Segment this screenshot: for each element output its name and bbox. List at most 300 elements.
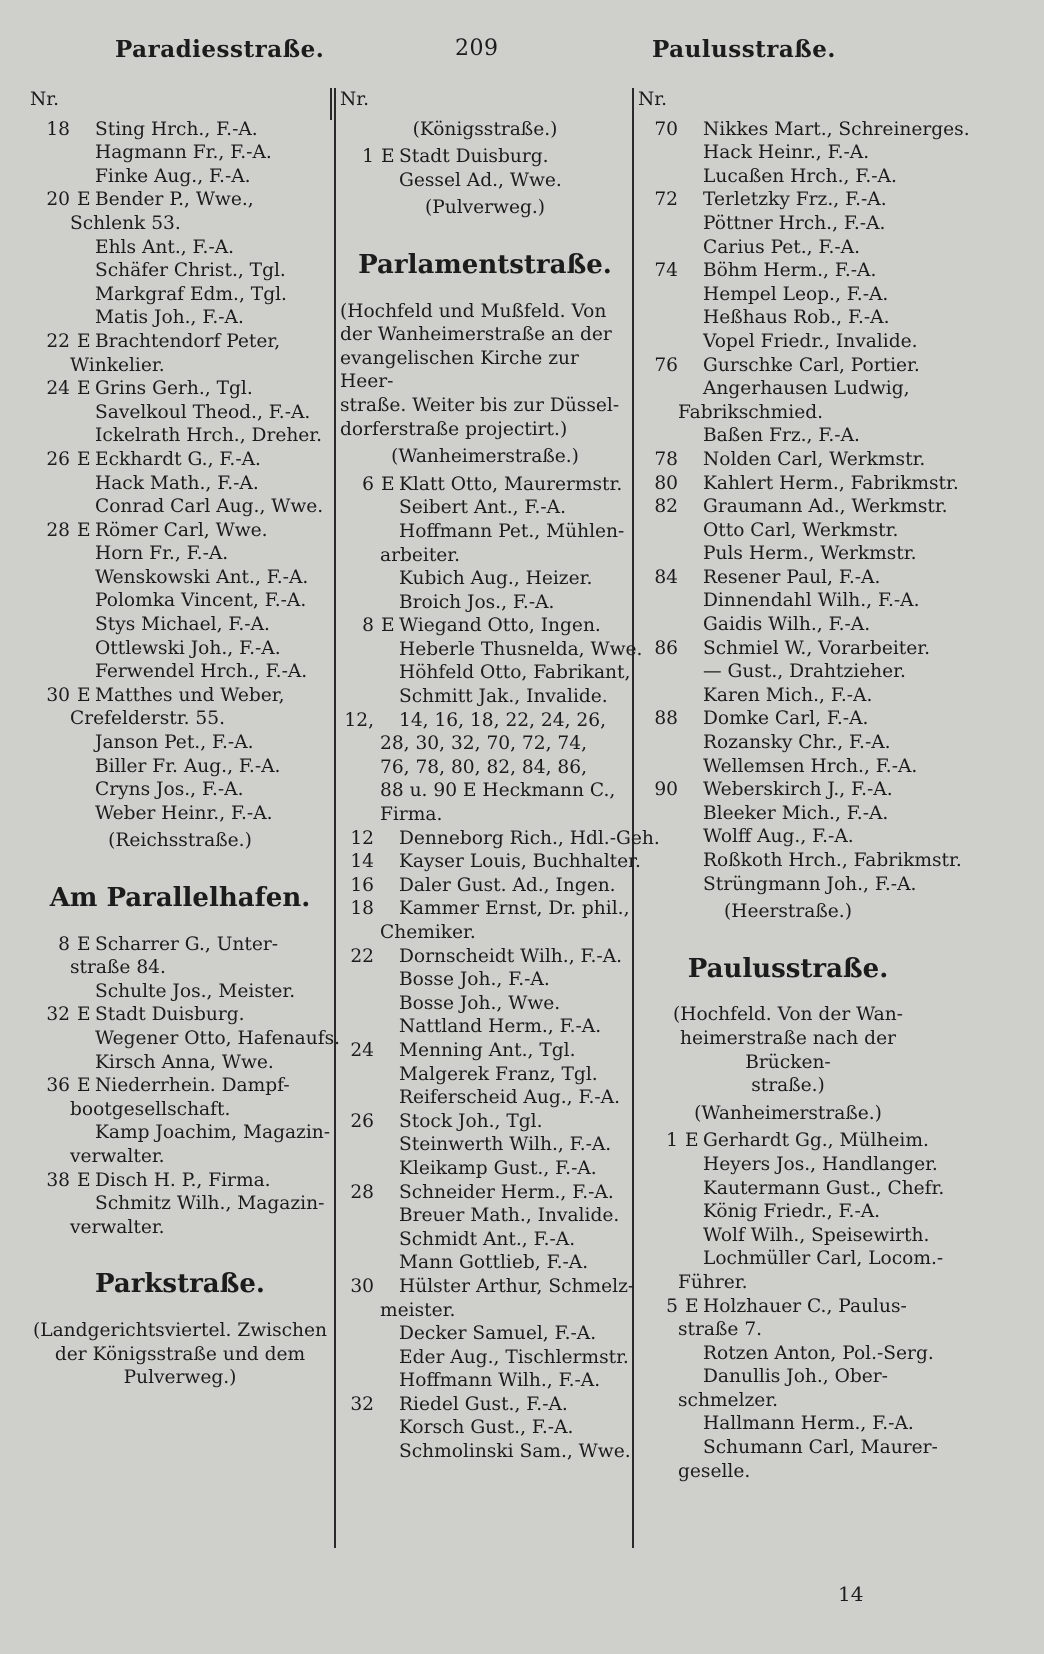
house-number [638,849,685,873]
resident-name: Daler Gust. Ad., Ingen. [399,874,616,896]
owner-mark [685,707,703,731]
street-heading: Parlamentstraße. [358,249,612,280]
owner-mark [381,1251,399,1275]
entry-continuation [30,707,330,731]
directory-entry [638,1247,944,1271]
house-number: 22 [350,945,374,967]
directory-entry [638,1224,938,1248]
resident-name: Heberle Thusnelda, Wwe. [399,638,643,660]
owner-mark [77,165,95,189]
owner-mark [685,1342,703,1366]
house-number [340,1063,381,1087]
resident-name: Steinwerth Wilh., F.-A. [399,1134,612,1156]
street-heading: Paulusstraße. [687,953,889,984]
resident-name: Mann Gottlieb, F.-A. [399,1252,589,1274]
resident-name: Wiegand Otto, Ingen. [399,615,601,637]
directory-entry [638,637,938,661]
directory-entry [340,945,630,969]
street-heading: Parkstraße. [95,1269,265,1300]
resident-name: Hallmann Herm., F.-A. [703,1413,914,1435]
resident-name: Nattland Herm., F.-A. [399,1016,602,1038]
directory-entry [340,496,630,520]
house-number [638,236,685,260]
directory-entry [340,1110,630,1134]
directory-entry [638,1129,938,1153]
column-rule [334,88,336,1548]
house-number [30,259,77,283]
resident-name: Klatt Otto, Maurermstr. [399,473,623,495]
resident-name: Terletzky Frz., F.-A. [703,189,887,211]
cross-street: (Wanheimerstraße.) [694,1102,882,1124]
resident-name: Höhfeld Otto, Fabrikant, [399,662,631,684]
house-number: 8 [58,933,70,955]
owner-mark [685,542,703,566]
house-number [638,873,685,897]
owner-mark [685,165,703,189]
directory-entry [638,849,962,873]
resident-name: Weber Heinr., F.-A. [95,802,273,824]
directory-entry [340,1416,630,1440]
owner-mark [685,1224,703,1248]
owner-mark [77,1051,95,1075]
resident-name: Polomka Vincent, F.-A. [95,590,307,612]
directory-entry [340,709,630,733]
owner-mark [77,283,95,307]
owner-mark [381,1369,399,1393]
resident-name: Kubich Aug., Heizer. [399,568,593,590]
entry-continuation [340,1299,630,1323]
owner-mark [77,731,95,755]
directory-entry [638,755,938,779]
house-number [638,330,685,354]
owner-mark [685,472,703,496]
owner-mark [685,141,703,165]
owner-mark [77,637,95,661]
directory-entry [638,259,938,283]
house-number: 74 [654,260,678,282]
entry-continuation [638,1460,938,1484]
directory-entry [638,589,938,613]
running-head-right: Paulusstraße. [652,36,836,63]
directory-entry [30,472,330,496]
resident-name: Breuer Math., Invalide. [399,1205,620,1227]
resident-name: Sting Hrch., F.-A. [95,118,258,140]
page-number: 209 [455,36,499,61]
owner-mark: E [77,1169,91,1191]
entry-continuation [340,803,630,827]
owner-mark [685,684,703,708]
owner-mark [685,660,703,684]
directory-entry [638,1177,945,1201]
owner-mark [77,306,95,330]
owner-mark: E [77,519,91,541]
house-number [638,613,685,637]
resident-name: Böhm Herm., F.-A. [703,260,877,282]
owner-mark [685,212,703,236]
directory-entry [30,542,330,566]
house-number: 1 [362,146,374,168]
directory-entry [340,1440,630,1464]
owner-mark [685,589,703,613]
house-number [30,306,77,330]
resident-name: Chemiker. [380,922,476,943]
owner-mark [77,778,95,802]
owner-mark [685,1412,703,1436]
directory-entry [638,118,970,142]
resident-name: Matthes und Weber, [95,684,285,706]
owner-mark: E [685,1130,699,1152]
owner-mark: E [77,189,91,211]
resident-name: 14, 16, 18, 22, 24, 26, [399,709,606,731]
entry-continuation [30,1216,330,1240]
directory-entry [340,1228,630,1252]
resident-name: Graumann Ad., Werkmstr. [703,496,948,518]
resident-name: Hoffmann Wilh., F.-A. [399,1370,601,1392]
owner-mark [381,1322,399,1346]
resident-name: Gerhardt Gg., Mülheim. [703,1130,929,1152]
directory-entry [638,141,938,165]
house-number [30,542,77,566]
resident-name: Wellemsen Hrch., F.-A. [703,755,918,777]
directory-entry [30,283,330,307]
resident-name: Reiferscheid Aug., F.-A. [399,1087,620,1109]
directory-entry [30,980,330,1004]
resident-name: Lucaßen Hrch., F.-A. [703,165,897,187]
house-number: 24 [46,378,70,400]
resident-name: 88 u. 90 E Heckmann C., [380,780,616,802]
owner-mark [685,448,703,472]
owner-mark [685,1436,703,1460]
resident-name: Schulte Jos., Meister. [95,980,296,1002]
cross-street: (Pulverweg.) [424,197,546,219]
resident-name: Biller Fr. Aug., F.-A. [95,755,281,777]
resident-name: Scharrer G., Unter- [95,933,279,955]
owner-mark [77,566,95,590]
house-number: 12 [350,827,374,849]
house-number [340,992,381,1016]
directory-entry [340,897,630,921]
directory-entry [638,1200,938,1224]
resident-name: Schlenk 53. [70,212,181,234]
owner-mark [685,259,703,283]
house-number [638,825,685,849]
resident-name: Horn Fr., F.-A. [95,543,229,565]
entry-continuation [340,779,630,803]
directory-entry [340,685,630,709]
resident-name: Crefelderstr. 55. [70,708,225,730]
directory-entry [638,212,938,236]
owner-mark [685,1153,703,1177]
directory-entry [30,684,330,708]
resident-name: Bender P., Wwe., [95,189,254,211]
directory-entry [30,424,330,448]
house-number [638,1436,685,1460]
resident-name: verwalter. [70,1145,165,1167]
directory-entry [340,614,630,638]
resident-name: Firma. [380,804,443,826]
house-number: 70 [654,118,678,140]
owner-mark [685,354,703,378]
directory-entry [340,1063,630,1087]
directory-entry [340,992,630,1016]
directory-entry [340,638,643,662]
street-description: (Hochfeld und Mußfeld. Von der Wanheimerstraße an der evangelischen Kirche zur Heer- straße. Weiter bis zur Düssel- dorferstraße projectirt.) [340,300,620,440]
resident-name: Eder Aug., Tischlermstr. [399,1346,629,1368]
owner-mark [685,306,703,330]
resident-name: meister. [380,1299,456,1321]
house-number [638,684,685,708]
resident-name: Bleeker Mich., F.-A. [703,802,889,824]
directory-entry [30,448,330,472]
entry-continuation [340,756,630,780]
owner-mark [381,1110,399,1134]
owner-mark [381,1015,399,1039]
resident-name: Finke Aug., F.-A. [95,165,251,187]
house-number [30,566,77,590]
house-number: 80 [654,472,678,494]
owner-mark [685,1365,703,1389]
house-number: 14 [350,851,374,873]
directory-entry [638,825,938,849]
resident-name: Schmitt Jak., Invalide. [399,686,608,708]
directory-entry [340,1086,630,1110]
resident-name: Menning Ant., Tgl. [399,1039,576,1061]
column-rule [330,88,332,120]
directory-entry [340,591,630,615]
directory-entry [638,1412,938,1436]
house-number: 26 [350,1110,374,1132]
house-number: 32 [46,1004,70,1026]
resident-name: Weberskirch J., F.-A. [703,779,893,801]
directory-entry [340,1251,630,1275]
owner-mark [77,424,95,448]
house-number [340,1133,381,1157]
resident-name: Stadt Duisburg. [399,146,549,168]
owner-mark [685,1200,703,1224]
entry-continuation [30,354,330,378]
directory-entry [340,145,630,169]
house-number [30,660,77,684]
house-number [638,1342,685,1366]
resident-name: Wenskowski Ant., F.-A. [95,566,309,588]
directory-entry [340,473,630,497]
owner-mark [685,755,703,779]
owner-mark [381,1440,399,1464]
directory-entry [30,1074,330,1098]
resident-name: Stock Joh., Tgl. [399,1110,543,1132]
house-number [340,496,381,520]
resident-name: Brachtendorf Peter, [95,330,281,352]
owner-mark [685,283,703,307]
directory-entry [30,802,330,826]
resident-name: Heyers Jos., Handlanger. [703,1153,938,1175]
directory-entry [638,330,938,354]
resident-name: Malgerek Franz, Tgl. [399,1063,598,1085]
running-head-left: Paradiesstraße. [115,36,325,63]
directory-entry [340,850,641,874]
owner-mark [381,638,399,662]
house-number [30,283,77,307]
entry-continuation [638,1271,938,1295]
cross-street: (Königsstraße.) [412,118,558,140]
house-number [638,424,685,448]
directory-entry [638,1153,938,1177]
owner-mark: E [77,1004,91,1026]
resident-name: straße 84. [70,957,166,979]
column-right [638,88,970,1483]
owner-mark [381,1157,399,1181]
directory-entry [340,169,630,193]
owner-mark [381,968,399,992]
resident-name: Römer Carl, Wwe. [95,519,268,541]
house-number: 90 [654,779,678,801]
resident-name: Gessel Ad., Wwe. [399,169,562,191]
owner-mark [77,236,95,260]
directory-entry [638,236,938,260]
resident-name: Denneborg Rich., Hdl.-Geh. [399,827,660,849]
directory-entry [638,873,938,897]
house-number [30,613,77,637]
owner-mark [77,802,95,826]
directory-entry [30,1192,330,1216]
street-description: (Landgerichtsviertel. Zwischen der Königsstraße und dem Pulverweg.) [33,1319,327,1389]
resident-name: Matis Joh., F.-A. [95,307,244,329]
resident-name: Rotzen Anton, Pol.-Serg. [703,1342,934,1364]
resident-name: Otto Carl, Werkmstr. [703,519,899,541]
owner-mark [77,980,95,1004]
house-number [30,1027,77,1051]
resident-name: Riedel Gust., F.-A. [399,1393,568,1415]
owner-mark [685,1177,703,1201]
house-number [30,1051,77,1075]
owner-mark [685,377,703,401]
owner-mark [77,589,95,613]
directory-entry [638,542,938,566]
cross-street: (Heerstraße.) [724,901,852,923]
owner-mark [77,495,95,519]
owner-mark [381,169,399,193]
directory-entry [30,236,330,260]
house-number [340,1346,381,1370]
owner-mark [381,591,399,615]
owner-mark [381,1133,399,1157]
house-number [340,1204,381,1228]
owner-mark [685,1247,703,1271]
house-number [638,731,685,755]
house-number: 84 [654,566,678,588]
owner-mark [77,259,95,283]
directory-entry [30,589,330,613]
column-rule [632,88,634,1548]
directory-entry [340,968,630,992]
resident-name: Fabrikschmied. [678,401,824,423]
directory-entry [340,1133,630,1157]
house-number: 18 [46,118,70,140]
street-heading: Am Parallelhafen. [49,883,311,913]
directory-entry [638,1342,938,1366]
directory-entry [340,1204,630,1228]
resident-name: Dinnendahl Wilh., F.-A. [703,590,920,612]
directory-entry [638,731,938,755]
owner-mark [381,1275,399,1299]
directory-entry [638,283,938,307]
directory-entry [340,1393,630,1417]
resident-name: bootgesellschaft. [70,1098,231,1120]
directory-entry [340,567,630,591]
owner-mark [685,613,703,637]
directory-entry [30,141,330,165]
resident-name: 76, 78, 80, 82, 84, 86, [380,756,587,778]
resident-name: Schmitz Wilh., Magazin- [95,1193,325,1215]
owner-mark [381,567,399,591]
house-number [638,306,685,330]
house-number [638,802,685,826]
house-number [30,755,77,779]
directory-entry [340,1157,630,1181]
directory-entry [638,613,938,637]
house-number [340,1369,381,1393]
house-number: 16 [350,874,374,896]
house-number [638,1247,685,1271]
owner-mark [685,802,703,826]
resident-name: Kirsch Anna, Wwe. [95,1051,274,1073]
owner-mark [77,613,95,637]
owner-mark [685,424,703,448]
directory-entry [30,755,330,779]
house-number [638,660,685,684]
house-number [340,1322,381,1346]
resident-name: Bosse Joh., Wwe. [399,992,561,1014]
resident-name: Grins Gerh., Tgl. [95,378,253,400]
owner-mark [685,495,703,519]
resident-name: Broich Jos., F.-A. [399,591,555,613]
directory-entry [340,1181,630,1205]
owner-mark [685,825,703,849]
house-number [340,1251,381,1275]
resident-name: Kautermann Gust., Chefr. [703,1177,945,1199]
owner-mark [685,566,703,590]
directory-entry [30,1027,341,1051]
resident-name: Ottlewski Joh., F.-A. [95,637,281,659]
resident-name: Ickelrath Hrch., Dreher. [95,425,323,447]
directory-entry [638,495,948,519]
house-number [30,472,77,496]
resident-name: Karen Mich., F.-A. [703,684,873,706]
resident-name: straße 7. [678,1319,763,1341]
owner-mark: E [685,1295,699,1317]
resident-name: Seibert Ant., F.-A. [399,497,567,519]
directory-entry [340,1039,630,1063]
directory-entry [638,519,938,543]
house-number [30,401,77,425]
owner-mark: E [381,473,395,495]
house-number: 24 [350,1039,374,1061]
owner-mark [77,141,95,165]
owner-mark [685,330,703,354]
house-number: 72 [654,189,678,211]
directory-entry [30,637,330,661]
house-number [638,1412,685,1436]
directory-entry [30,330,330,354]
resident-name: Hack Heinr., F.-A. [703,142,870,164]
owner-mark [77,472,95,496]
resident-name: verwalter. [70,1216,165,1238]
directory-entry [30,1121,330,1145]
directory-entry [638,1365,938,1389]
resident-name: Gaidis Wilh., F.-A. [703,614,871,636]
resident-name: Dornscheidt Wilh., F.-A. [399,945,623,967]
house-number [30,165,77,189]
